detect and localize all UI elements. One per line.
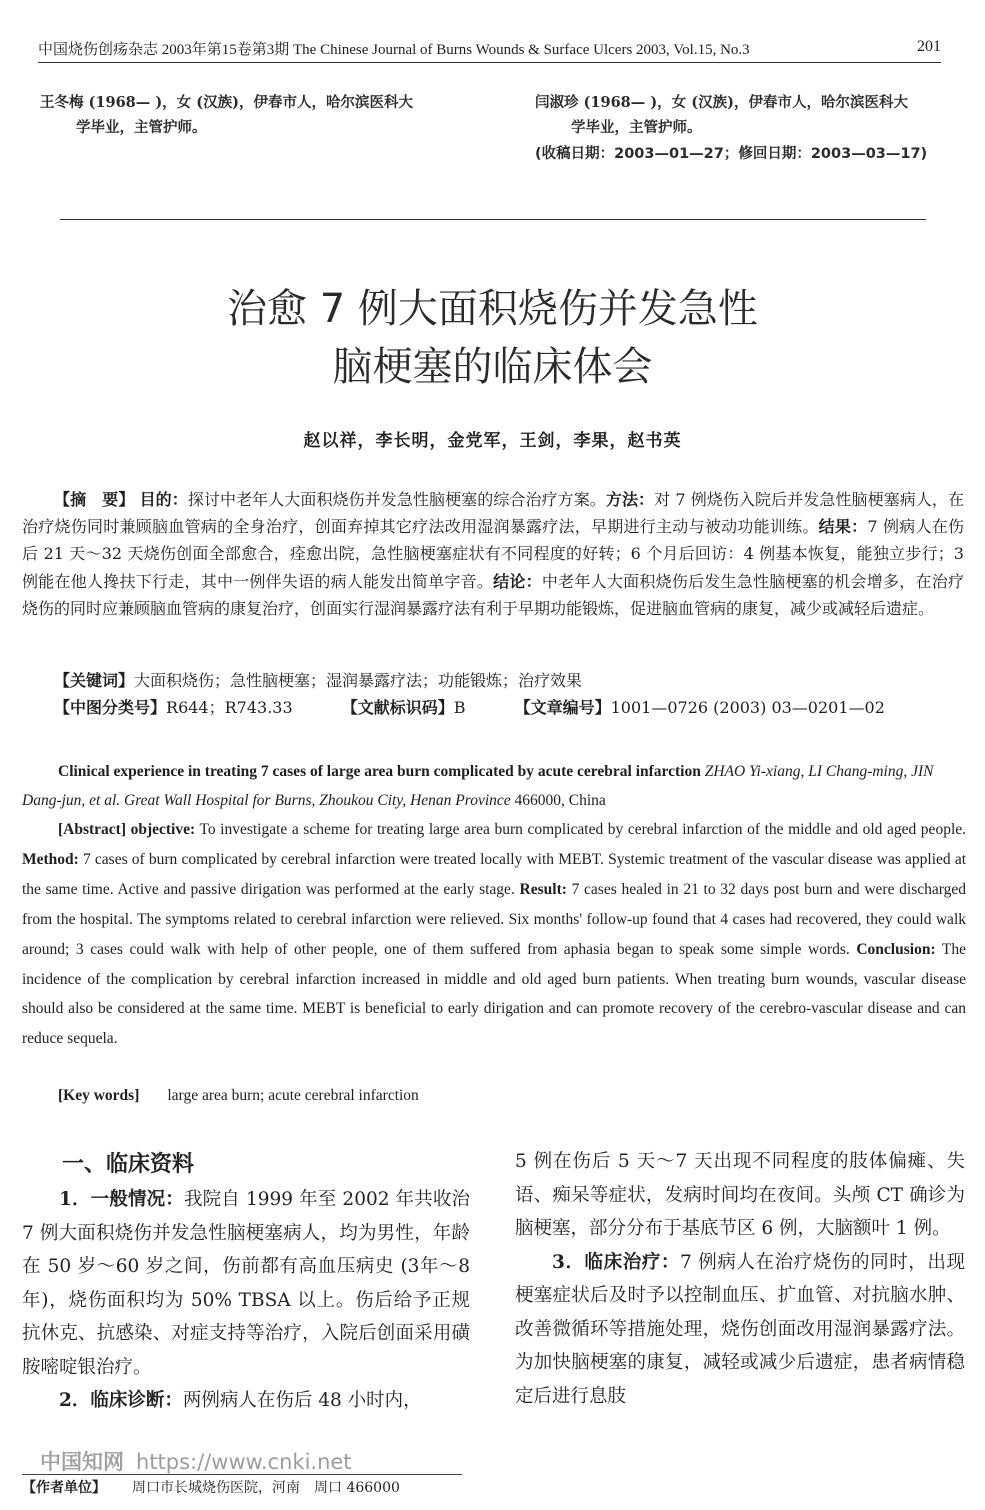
english-title: Clinical experience in treating 7 cases of large area burn complicated by acute cerebral infarction bbox=[58, 763, 701, 780]
p1-label: 1．一般情况： bbox=[59, 1189, 184, 1210]
p2-label: 2．临床诊断： bbox=[59, 1390, 183, 1411]
section-heading: 一、临床资料 bbox=[62, 1152, 195, 1177]
bio-left-line1: 王冬梅 (1968— )，女 (汉族)，伊春市人，哈尔滨医科大 bbox=[40, 94, 413, 111]
english-affiliation: Great Wall Hospital for Burns, Zhoukou City, Henan Province bbox=[124, 792, 511, 809]
result-label: 结果： bbox=[818, 517, 868, 537]
article-title-line1: 治愈 7 例大面积烧伤并发急性 bbox=[227, 286, 758, 332]
body-right-column bbox=[515, 1145, 965, 1413]
doc-code-label: 【文献标识码】 bbox=[341, 698, 454, 717]
en-objective-label: objective: bbox=[130, 821, 196, 838]
classification-line bbox=[54, 696, 964, 720]
en-conclusion-label: Conclusion: bbox=[856, 940, 936, 958]
article-no-value: 1001—0726 (2003) 03—0201—02 bbox=[610, 698, 885, 717]
p3-text: 7 例病人在治疗烧伤的同时，出现梗塞症状后及时予以控制血压、扩血管、对抗脑水肿、改善微循环等措施处理，烧伤创面改用湿润暴露疗法。为加快脑梗塞的康复，减轻或减少后遗症，患者病情稳定后进行息肢 bbox=[515, 1251, 965, 1407]
conclusion-text: 中老年人大面积烧伤后发生急性脑梗塞的机会增多，在治疗烧伤的同时应兼顾脑血管病的康复治疗，创面实行湿润暴露疗法有利于早期功能锻炼，促进脑血管病的康复，减少或减轻后遗症。 bbox=[22, 571, 964, 618]
section-divider bbox=[60, 219, 926, 220]
en-result-text: 7 cases healed in 21 to 32 days post burn and were discharged from the hospital. The symptoms related to cerebral infarction were relieved. Six months' follow-up found that 4 cases had recovered, they could walk around; 3 cases could walk with help of other people, one of them suffered from aphasia began to speak some simple words. bbox=[22, 880, 967, 958]
author-unit-footnote bbox=[22, 1478, 400, 1498]
conclusion-label: 结论： bbox=[493, 571, 542, 591]
objective-label: 目的： bbox=[139, 490, 188, 509]
footnote-divider bbox=[22, 1474, 462, 1475]
english-title-block bbox=[22, 757, 966, 815]
article-authors: 赵以祥，李长明，金党军，王剑，李果，赵书英 bbox=[303, 431, 682, 451]
objective-text: 探讨中老年人大面积烧伤并发急性脑梗塞的综合治疗方案。 bbox=[187, 490, 606, 509]
paragraph-diagnosis-cont: 5 例在伤后 5 天～7 天出现不同程度的肢体偏瘫、失语、痴呆等症状，发病时间均在夜间。头颅 CT 确诊为脑梗塞，部分分布于基底节区 6 例，大脑额叶 1 例。 bbox=[515, 1151, 965, 1239]
p1-text: 我院自 1999 年至 2002 年共收治 7 例大面积烧伤并发急性脑梗塞病人，均为男性，年龄在 50 岁～60 岁之间，伤前都有高血压病史 (3年～8年)，烧伤面积均为 50% TBSA 以上。伤后给予正规抗休克、抗感染、对症支持等治疗，入院后创面采用磺胺嘧啶银治疗。 bbox=[22, 1189, 471, 1378]
running-header bbox=[38, 36, 941, 63]
article-no-label: 【文章编号】 bbox=[514, 698, 611, 717]
en-method-text: 7 cases of burn complicated by cerebral infarction were treated locally with MEBT. Systemic treatment of the vascular disease was applied at the same time. Active and passive dirigation was performed at the early stage. bbox=[22, 850, 966, 898]
en-method-label: Method: bbox=[22, 850, 79, 868]
paragraph-treatment bbox=[515, 1246, 965, 1414]
watermark-brand: 中国知网 bbox=[40, 1450, 124, 1474]
body-left-column bbox=[22, 1148, 470, 1418]
author-unit-text: 周口市长城烧伤医院，河南 周口 466000 bbox=[132, 1480, 400, 1496]
clc-label: 【中图分类号】 bbox=[54, 698, 167, 717]
en-keywords-label: [Key words] bbox=[58, 1087, 140, 1104]
abstract-cn bbox=[22, 486, 964, 622]
keywords-text: 大面积烧伤；急性脑梗塞；湿润暴露疗法；功能锻炼；治疗效果 bbox=[134, 671, 583, 690]
paragraph-general-info bbox=[22, 1183, 470, 1384]
keywords-cn bbox=[54, 667, 954, 694]
bio-right-line2: 学毕业，主管护师。 bbox=[571, 119, 702, 136]
abstract-label: 【摘 要】 bbox=[54, 490, 135, 509]
en-conclusion-text: The incidence of the complication by cerebral infarction increased in middle and old aged burn patients. When treating burn wounds, vascular disease should also be considered at the same time. MEBT is beneficial to early dirigation and can promote recovery of the cerebro-vascular disease and can reduce sequela. bbox=[22, 940, 966, 1048]
bio-left-line2: 学毕业，主管护师。 bbox=[76, 119, 207, 136]
bio-right bbox=[535, 90, 975, 167]
result-text: 7 例病人在伤后 21 天～32 天烧伤创面全部愈合，痊愈出院，急性脑梗塞症状有不同程度的好转；6 个月后回访：4 例基本恢复，能独立步行；3 例能在他人搀扶下行走，其中一例伴失语的病人能发出简单字音。 bbox=[22, 517, 964, 591]
bio-left bbox=[40, 90, 480, 140]
cnki-watermark bbox=[40, 1446, 352, 1476]
method-label: 方法： bbox=[605, 490, 655, 509]
bio-right-line1: 闫淑珍 (1968— )，女 (汉族)，伊春市人，哈尔滨医科大 bbox=[535, 94, 908, 111]
p2-text: 两例病人在伤后 48 小时内， bbox=[182, 1390, 422, 1411]
en-objective-text: To investigate a scheme for treating large area burn complicated by cerebral infarction of the middle and old aged people. bbox=[199, 821, 966, 838]
received-dates: (收稿日期：2003—01—27；修回日期：2003—03—17) bbox=[535, 146, 928, 162]
watermark-url: https://www.cnki.net bbox=[136, 1450, 352, 1474]
p3-label: 3．临床治疗： bbox=[552, 1251, 681, 1273]
journal-running-head: 中国烧伤创疡杂志 2003年第15卷第3期 The Chinese Journal of Burns Wounds & Surface Ulcers 2003, Vol.15, No.3 bbox=[38, 42, 750, 58]
article-title-line2: 脑梗塞的临床体会 bbox=[332, 344, 653, 390]
abstract-en bbox=[22, 815, 966, 1054]
en-abstract-label: [Abstract] bbox=[58, 821, 127, 838]
keywords-label: 【关键词】 bbox=[54, 671, 135, 690]
article-title bbox=[0, 280, 985, 396]
clc-value: R644；R743.33 bbox=[166, 698, 293, 717]
english-postcode: 466000, China bbox=[514, 792, 606, 809]
english-authors: ZHAO Yi-xiang, LI Chang-ming, JIN Dang-jun, et al. bbox=[22, 763, 934, 809]
author-unit-label: 【作者单位】 bbox=[22, 1480, 106, 1496]
keywords-en bbox=[58, 1083, 958, 1109]
en-result-label: Result: bbox=[519, 880, 567, 898]
method-text: 对 7 例烧伤入院后并发急性脑梗塞病人，在治疗烧伤同时兼顾脑血管病的全身治疗，创面弃掉其它疗法改用湿润暴露疗法，早期进行主动与被动功能训练。 bbox=[22, 490, 964, 537]
doc-code-value: B bbox=[453, 698, 466, 717]
page-number: 201 bbox=[917, 38, 941, 55]
paragraph-diagnosis bbox=[22, 1384, 470, 1418]
en-keywords-text: large area burn; acute cerebral infarction bbox=[167, 1087, 419, 1104]
